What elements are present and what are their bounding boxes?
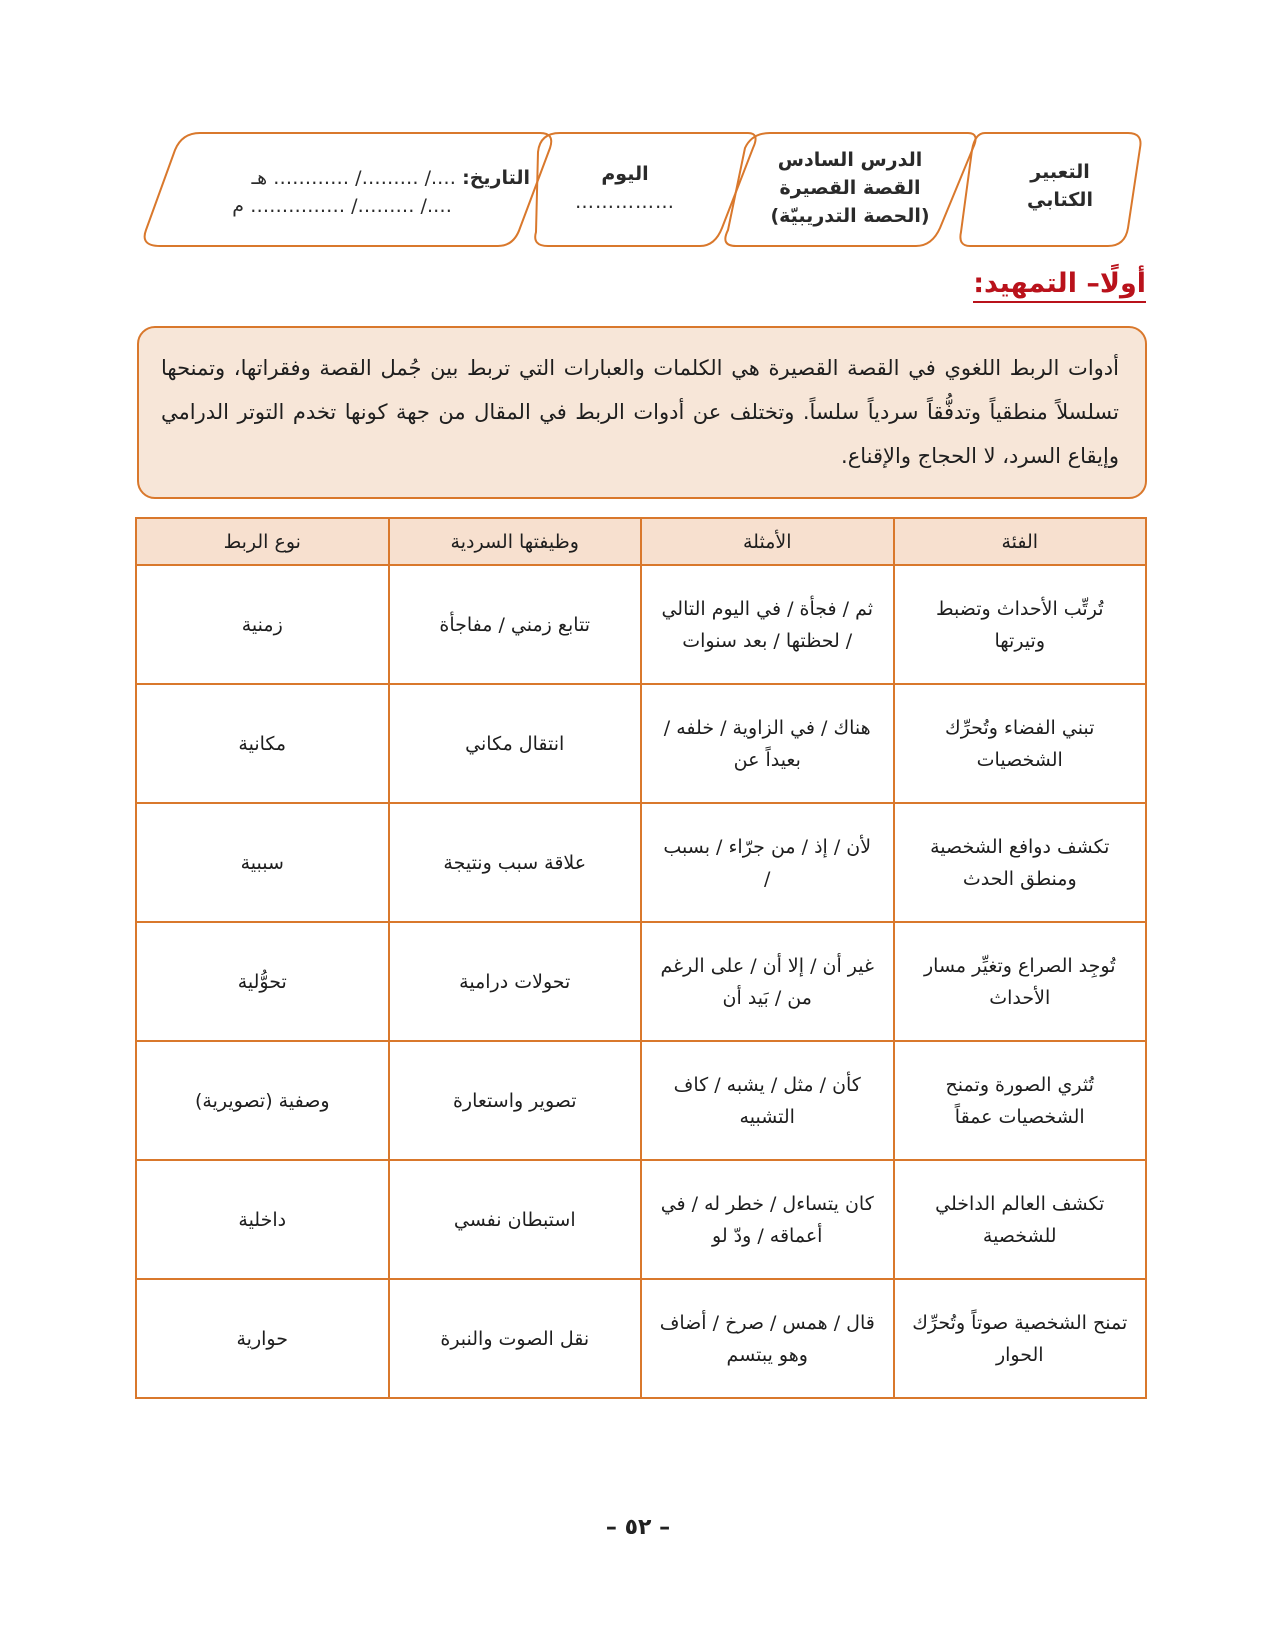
- column-header-function: وظيفتها السردية: [389, 518, 642, 565]
- table-cell: زمنية: [136, 565, 389, 684]
- column-header-examples: الأمثلة: [641, 518, 894, 565]
- table-row: [136, 684, 1146, 803]
- day-label: اليوم: [601, 163, 649, 185]
- date-label: التاريخ:: [462, 167, 530, 189]
- table-cell: لأن / إذ / من جرّاء / بسبب /: [641, 803, 894, 922]
- table-cell: تمنح الشخصية صوتاً وتُحرِّك الحوار: [894, 1279, 1147, 1398]
- page-number: – ٥٢ –: [605, 1515, 671, 1540]
- table-row: [136, 565, 1146, 684]
- table-cell: تُوجِد الصراع وتغيِّر مسار الأحداث: [894, 922, 1147, 1041]
- table-cell: سببية: [136, 803, 389, 922]
- table-cell: تبني الفضاء وتُحرِّك الشخصيات: [894, 684, 1147, 803]
- table-cell: نقل الصوت والنبرة: [389, 1279, 642, 1398]
- table-cell: تكشف دوافع الشخصية ومنطق الحدث: [894, 803, 1147, 922]
- intro-paragraph: أدوات الربط اللغوي في القصة القصيرة هي الكلمات والعبارات التي تربط بين جُمل القصة وفقراتها، وتمنحها تسلسلاً منطقياً وتدفُّقاً سردياً سلساً. وتختلف عن أدوات الربط في المقال من جهة كونها تخدم التوتر الدرامي وإيقاع السرد، لا الحجاج والإقناع.: [137, 326, 1147, 499]
- subject-line-2: الكتابي: [1027, 189, 1093, 211]
- date-hijri-blank: …./ ………/ ………… هـ: [251, 167, 457, 189]
- table-cell: كان يتساءل / خطر له / في أعماقه / ودّ لو: [641, 1160, 894, 1279]
- lesson-line-3: (الحصة التدريبيّة): [770, 205, 930, 227]
- lesson-label: [745, 146, 955, 230]
- day-field: [545, 160, 705, 216]
- table-header-row: [136, 518, 1146, 565]
- table-cell: هناك / في الزاوية / خلفه / بعيداً عن: [641, 684, 894, 803]
- section-title: أولًا– التمهيد:: [973, 268, 1146, 303]
- table-cell: تتابع زمني / مفاجأة: [389, 565, 642, 684]
- table-row: [136, 1279, 1146, 1398]
- table-cell: علاقة سبب ونتيجة: [389, 803, 642, 922]
- table-row: [136, 1160, 1146, 1279]
- table-cell: تُثري الصورة وتمنح الشخصيات عمقاً: [894, 1041, 1147, 1160]
- table-cell: حوارية: [136, 1279, 389, 1398]
- table-cell: داخلية: [136, 1160, 389, 1279]
- lesson-line-2: القصة القصيرة: [779, 177, 921, 199]
- table-cell: قال / همس / صرخ / أضاف وهو يبتسم: [641, 1279, 894, 1398]
- table-cell: كأن / مثل / يشبه / كاف التشبيه: [641, 1041, 894, 1160]
- column-header-category: الفئة: [894, 518, 1147, 565]
- day-blank: ……………: [575, 191, 675, 213]
- table-cell: تحوُّلية: [136, 922, 389, 1041]
- header-frames: [0, 0, 1276, 260]
- table-row: [136, 803, 1146, 922]
- table-row: [136, 1041, 1146, 1160]
- date-gregorian-blank: …./ ………/ …………… م: [232, 195, 452, 217]
- table-cell: غير أن / إلا أن / على الرغم من / بَيد أن: [641, 922, 894, 1041]
- table-cell: تكشف العالم الداخلي للشخصية: [894, 1160, 1147, 1279]
- date-field: [170, 164, 530, 220]
- table-row: [136, 922, 1146, 1041]
- table-cell: مكانية: [136, 684, 389, 803]
- table-cell: ثم / فجأة / في اليوم التالي / لحظتها / بعد سنوات: [641, 565, 894, 684]
- table-cell: انتقال مكاني: [389, 684, 642, 803]
- table-cell: تصوير واستعارة: [389, 1041, 642, 1160]
- column-header-type: نوع الربط: [136, 518, 389, 565]
- table-cell: وصفية (تصويرية): [136, 1041, 389, 1160]
- lesson-line-1: الدرس السادس: [777, 149, 923, 171]
- table-cell: استبطان نفسي: [389, 1160, 642, 1279]
- subject-line-1: التعبير: [1030, 161, 1090, 183]
- subject-label: [985, 158, 1135, 214]
- table-cell: تُرتِّب الأحداث وتضبط وتيرتها: [894, 565, 1147, 684]
- table-cell: تحولات درامية: [389, 922, 642, 1041]
- linking-tools-table: [135, 517, 1147, 1399]
